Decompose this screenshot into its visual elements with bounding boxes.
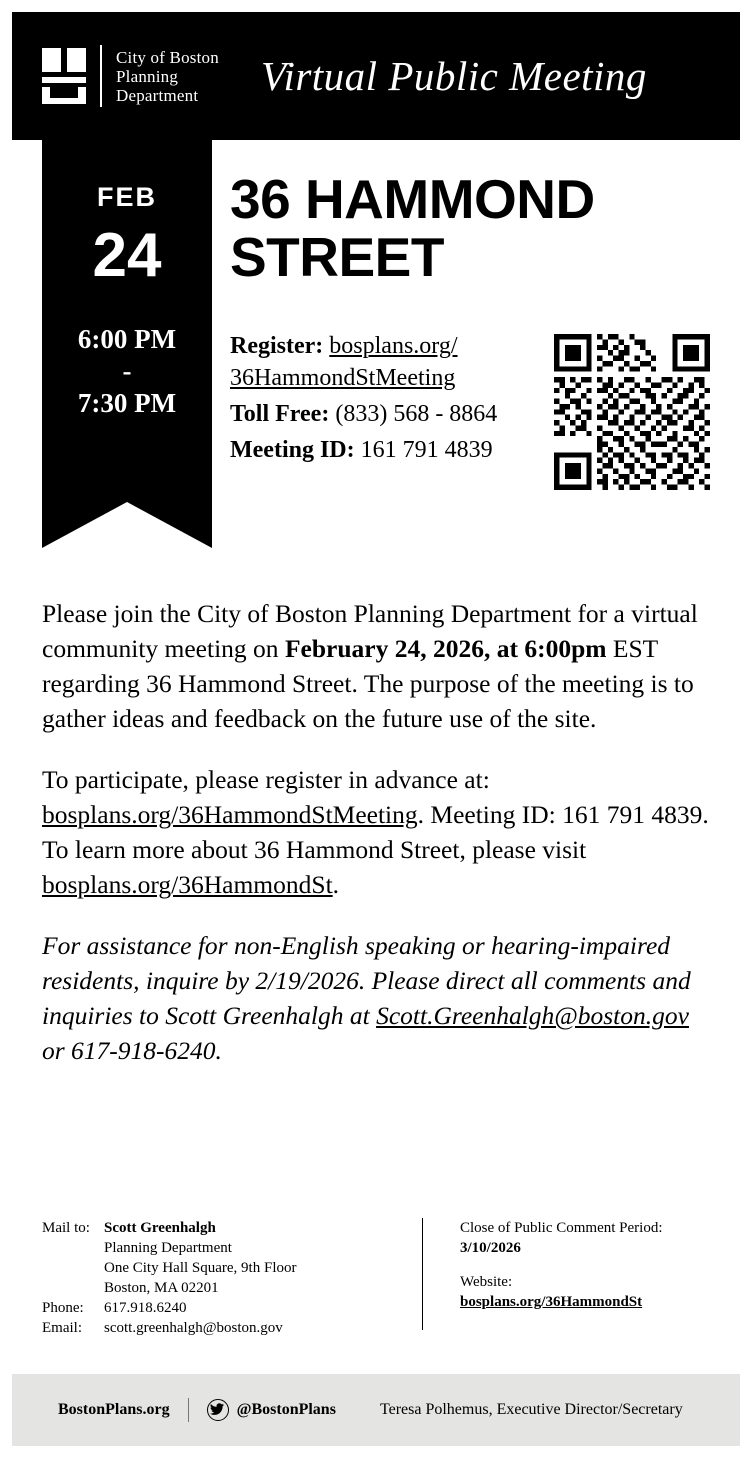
p1-date-bold: February 24, 2026, at 6:00pm xyxy=(284,634,607,663)
phone-row xyxy=(42,1298,387,1318)
qr-code-svg xyxy=(554,334,710,490)
tollfree-row xyxy=(230,398,550,430)
mail-label: Mail to: xyxy=(42,1220,90,1236)
logo-group xyxy=(42,45,219,107)
contact-meta xyxy=(460,1218,720,1326)
comment-period-group xyxy=(460,1218,720,1258)
tollfree-value: (833) 568 - 8864 xyxy=(335,401,498,427)
email-label: Email: xyxy=(42,1320,82,1336)
mail-street-row xyxy=(42,1258,387,1278)
contact-email-link[interactable]: Scott.Greenhalgh@boston.gov xyxy=(376,1001,689,1030)
project-link-body[interactable]: bosplans.org/36HammondSt xyxy=(42,870,333,899)
date-ribbon xyxy=(42,140,212,548)
meeting-id-row xyxy=(230,434,550,466)
event-time-start: 6:00 PM xyxy=(77,324,177,354)
contact-mailing xyxy=(42,1218,387,1338)
p2-part-c: . xyxy=(332,870,340,899)
org-line-3: Department xyxy=(116,85,199,105)
spacer-3 xyxy=(42,1278,104,1298)
website-group xyxy=(460,1272,720,1312)
spacer-2 xyxy=(42,1258,104,1278)
mail-row xyxy=(42,1218,387,1238)
mail-dept-row xyxy=(42,1238,387,1258)
meeting-id-value: 161 791 4839 xyxy=(360,437,493,463)
event-day: 24 xyxy=(92,221,162,290)
website-label: Website: xyxy=(460,1274,513,1290)
event-time-dash: - xyxy=(122,356,132,386)
p2-part-b: . Meeting ID: 161 791 4839. To learn more about 36 Hammond Street, please visit xyxy=(42,800,709,864)
p1-part-c: EST regarding 36 Hammond Street. The purpose of the meeting is to gather ideas and feedback on the future use of the site. xyxy=(42,634,694,733)
meeting-id-label: Meeting ID: xyxy=(230,437,355,463)
p3-part-b: or 617-918-6240. xyxy=(42,1036,222,1065)
paragraph-2 xyxy=(42,762,712,902)
register-row xyxy=(230,330,550,394)
register-label: Register: xyxy=(230,333,324,359)
page-title: Virtual Public Meeting xyxy=(260,53,647,99)
register-link-body[interactable]: bosplans.org/36HammondStMeeting xyxy=(42,800,418,829)
event-time xyxy=(42,323,212,419)
comment-period-value: 3/10/2026 xyxy=(460,1240,521,1256)
event-title: 36 HAMMOND STREET xyxy=(230,168,595,288)
city-of-boston-logo-icon xyxy=(42,48,86,104)
event-time-end: 7:30 PM xyxy=(77,388,177,418)
email-row xyxy=(42,1318,387,1338)
mail-name-text: Scott Greenhalgh xyxy=(104,1220,216,1236)
logo-divider xyxy=(100,45,102,107)
mail-city-row xyxy=(42,1278,387,1298)
qr-code-icon[interactable] xyxy=(554,334,710,490)
mail-city: Boston, MA 02201 xyxy=(104,1280,219,1296)
twitter-bird-icon xyxy=(207,1399,229,1421)
register-link-line1[interactable]: bosplans.org/ xyxy=(329,333,458,359)
footer-divider xyxy=(188,1398,189,1422)
twitter-bird-svg xyxy=(210,1403,224,1415)
website-value[interactable]: bosplans.org/36HammondSt xyxy=(460,1294,643,1310)
phone-label: Phone: xyxy=(42,1300,84,1316)
footer-social[interactable] xyxy=(207,1399,336,1421)
tollfree-label: Toll Free: xyxy=(230,401,330,427)
register-link-line2[interactable]: 36HammondStMeeting xyxy=(230,365,456,391)
event-month: FEB xyxy=(97,182,157,212)
mail-street: One City Hall Square, 9th Floor xyxy=(104,1260,297,1276)
email-value[interactable]: scott.greenhalgh@boston.gov xyxy=(104,1320,283,1336)
phone-value: 617.918.6240 xyxy=(104,1300,187,1316)
footer-credit: Teresa Polhemus, Executive Director/Secretary xyxy=(379,1401,683,1418)
p2-part-a: To participate, please register in advance at: xyxy=(42,765,490,794)
mail-name xyxy=(104,1218,216,1238)
mail-dept: Planning Department xyxy=(104,1240,232,1256)
p1-part-a: Please join the City of Boston Planning Department for a virtual community meeting on xyxy=(42,599,698,663)
org-name xyxy=(116,48,219,105)
spacer-1 xyxy=(42,1238,104,1258)
org-line-1: City of Boston xyxy=(116,47,219,67)
ribbon-notch xyxy=(42,502,212,548)
footer-social-handle: @BostonPlans xyxy=(236,1401,336,1418)
paragraph-1 xyxy=(42,596,712,736)
footer-bar xyxy=(12,1374,740,1446)
body-copy xyxy=(42,596,712,1094)
contact-divider xyxy=(422,1218,423,1330)
org-line-2: Planning xyxy=(116,66,179,86)
p3-part-a: For assistance for non-English speaking or hearing-impaired residents, inquire by 2/19/2026. Please direct all comments and inquiries to Scott Greenhalgh at xyxy=(42,931,691,1030)
paragraph-3 xyxy=(42,928,712,1068)
header-bar xyxy=(12,12,740,140)
event-details xyxy=(230,330,550,470)
comment-period-label: Close of Public Comment Period: xyxy=(460,1220,663,1236)
footer-brand-link[interactable]: BostonPlans.org xyxy=(58,1401,170,1418)
